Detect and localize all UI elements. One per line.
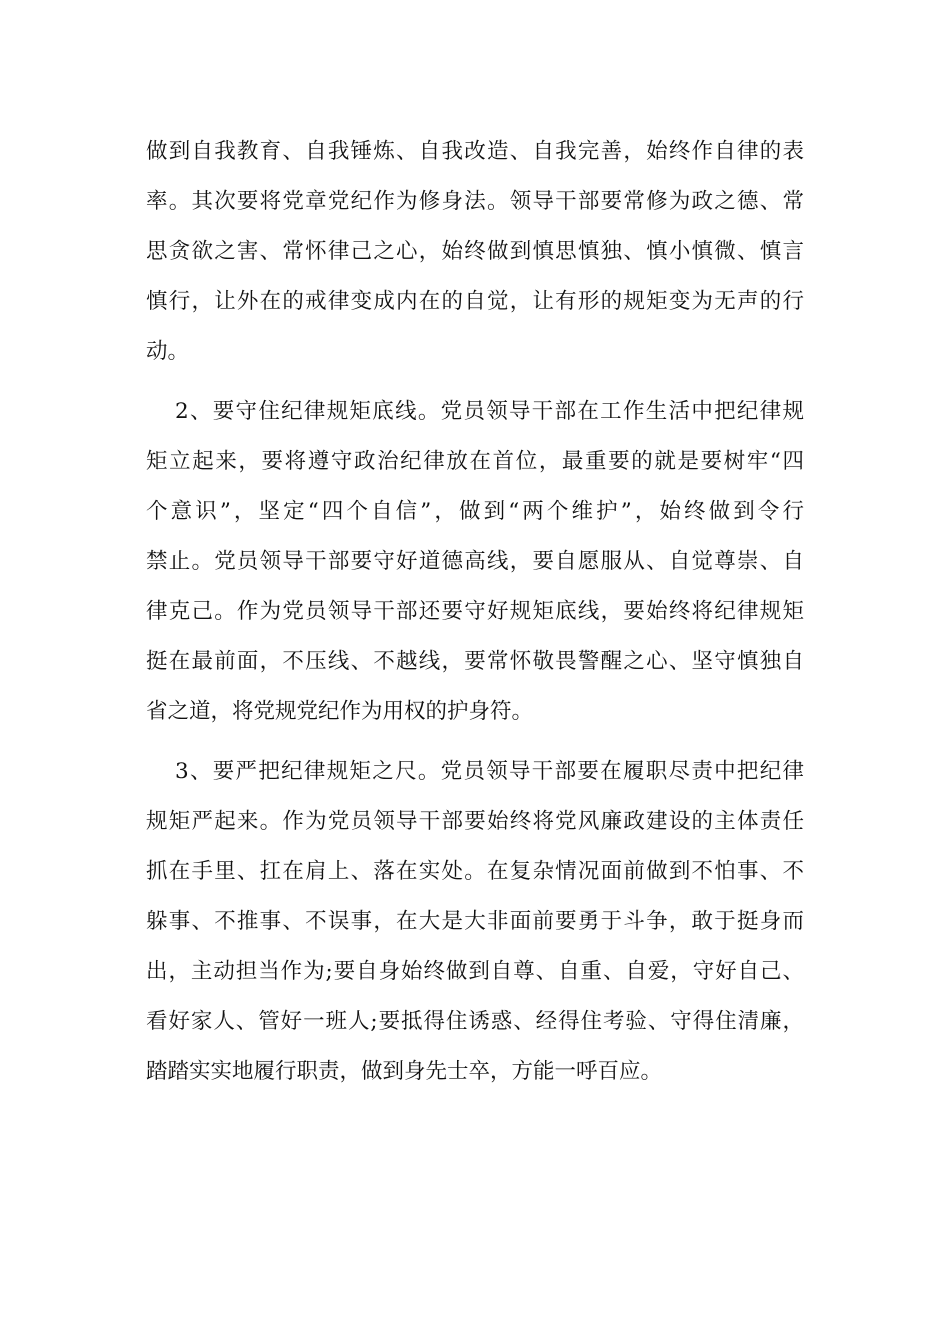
text-line: 3、要严把纪律规矩之尺。党员领导干部要在履职尽责中把纪律	[175, 759, 804, 784]
text-line: 2、要守住纪律规矩底线。党员领导干部在工作生活中把纪律规	[175, 399, 804, 424]
text-line: 规矩严起来。作为党员领导干部要始终将党风廉政建设的主体责任	[146, 809, 804, 834]
text-line: 率。其次要将党章党纪作为修身法。领导干部要常修为政之德、常	[146, 189, 804, 214]
text-line: 个意识”，坚定“四个自信”，做到“两个维护”，始终做到令行	[146, 499, 804, 524]
text-line: 慎行，让外在的戒律变成内在的自觉，让有形的规矩变为无声的行	[146, 289, 804, 314]
text-line: 矩立起来，要将遵守政治纪律放在首位，最重要的就是要树牢“四	[146, 449, 804, 474]
text-line: 挺在最前面，不压线、不越线，要常怀敬畏警醒之心、坚守慎独自	[146, 649, 804, 674]
paragraph-1	[146, 127, 804, 377]
text-line: 出，主动担当作为;要自身始终做到自尊、自重、自爱，守好自己、	[146, 959, 804, 984]
text-line: 看好家人、管好一班人;要抵得住诱惑、经得住考验、守得住清廉，	[146, 1009, 804, 1034]
text-line: 踏踏实实地履行职责，做到身先士卒，方能一呼百应。	[146, 1059, 663, 1084]
text-line: 思贪欲之害、常怀律己之心，始终做到慎思慎独、慎小慎微、慎言	[146, 239, 804, 264]
text-line: 禁止。党员领导干部要守好道德高线，要自愿服从、自觉尊崇、自	[146, 549, 804, 574]
text-line: 动。	[146, 339, 190, 364]
text-line: 律克己。作为党员领导干部还要守好规矩底线，要始终将纪律规矩	[146, 599, 804, 624]
text-line: 做到自我教育、自我锤炼、自我改造、自我完善，始终作自律的表	[146, 139, 804, 164]
text-line: 抓在手里、扛在肩上、落在实处。在复杂情况面前做到不怕事、不	[146, 859, 804, 884]
text-line: 躲事、不推事、不误事，在大是大非面前要勇于斗争，敢于挺身而	[146, 909, 804, 934]
paragraph-2	[146, 387, 804, 737]
paragraph-3	[146, 747, 804, 1097]
text-line: 省之道，将党规党纪作为用权的护身符。	[146, 699, 534, 724]
